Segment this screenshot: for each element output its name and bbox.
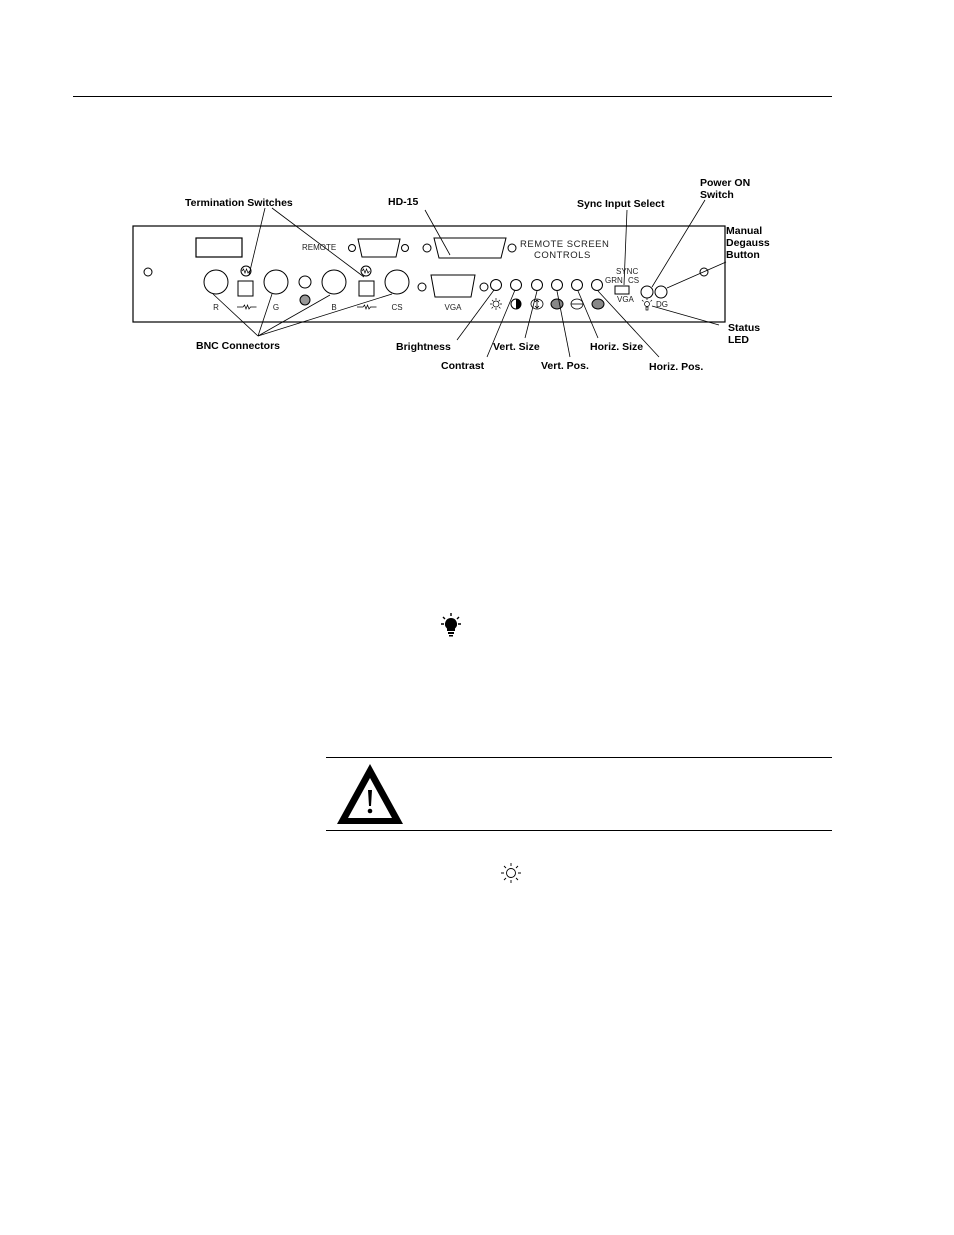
panel-label-sync-vga: VGA [617,295,634,304]
rear-panel-diagram [0,0,954,420]
callout-vert-size: Vert. Size [493,341,540,353]
callout-vert-pos: Vert. Pos. [541,360,589,372]
callout-power-on-line2: Switch [700,189,734,201]
warning-rule-top [326,757,832,758]
callout-bnc-connectors: BNC Connectors [196,340,281,352]
brightness-sun-icon [500,862,522,884]
callout-status-line1: Status [728,322,761,334]
panel-label-controls: CONTROLS [534,250,591,261]
callout-horiz-pos: Horiz. Pos. [649,361,704,373]
panel-label-remote: REMOTE [302,243,337,252]
callout-degauss-line1: Manual [726,225,763,237]
callout-hd15: HD-15 [388,196,419,208]
panel-label-cs: CS [391,303,403,312]
panel-label-vga: VGA [444,303,462,312]
panel-label-g: G [272,303,280,312]
panel-label-r: R [213,303,219,312]
callout-power-on-line1: Power ON [700,177,751,189]
ground-screw [300,295,310,305]
callout-brightness: Brightness [396,341,451,353]
warning-triangle-icon [335,762,405,826]
vert-pos-symbol [551,299,563,309]
callout-contrast: Contrast [441,360,485,372]
callout-status-line2: LED [728,334,749,346]
lightbulb-icon [438,612,464,638]
panel-label-b: B [331,303,337,312]
callout-termination-switches: Termination Switches [185,197,293,209]
callout-sync-input-select: Sync Input Select [577,198,665,210]
panel-label-remote-screen: REMOTE SCREEN [520,239,610,250]
callout-horiz-size: Horiz. Size [590,341,644,353]
callout-degauss-line2: Degauss [726,237,770,249]
callout-degauss-line3: Button [726,249,760,261]
panel-label-sync: SYNC [616,267,639,276]
horiz-pos-symbol [592,299,604,309]
panel-label-sync-cs: CS [628,276,640,285]
panel-label-grn: GRN [605,276,623,285]
warning-rule-bottom [326,830,832,831]
panel-label-dg: DG [656,300,668,309]
